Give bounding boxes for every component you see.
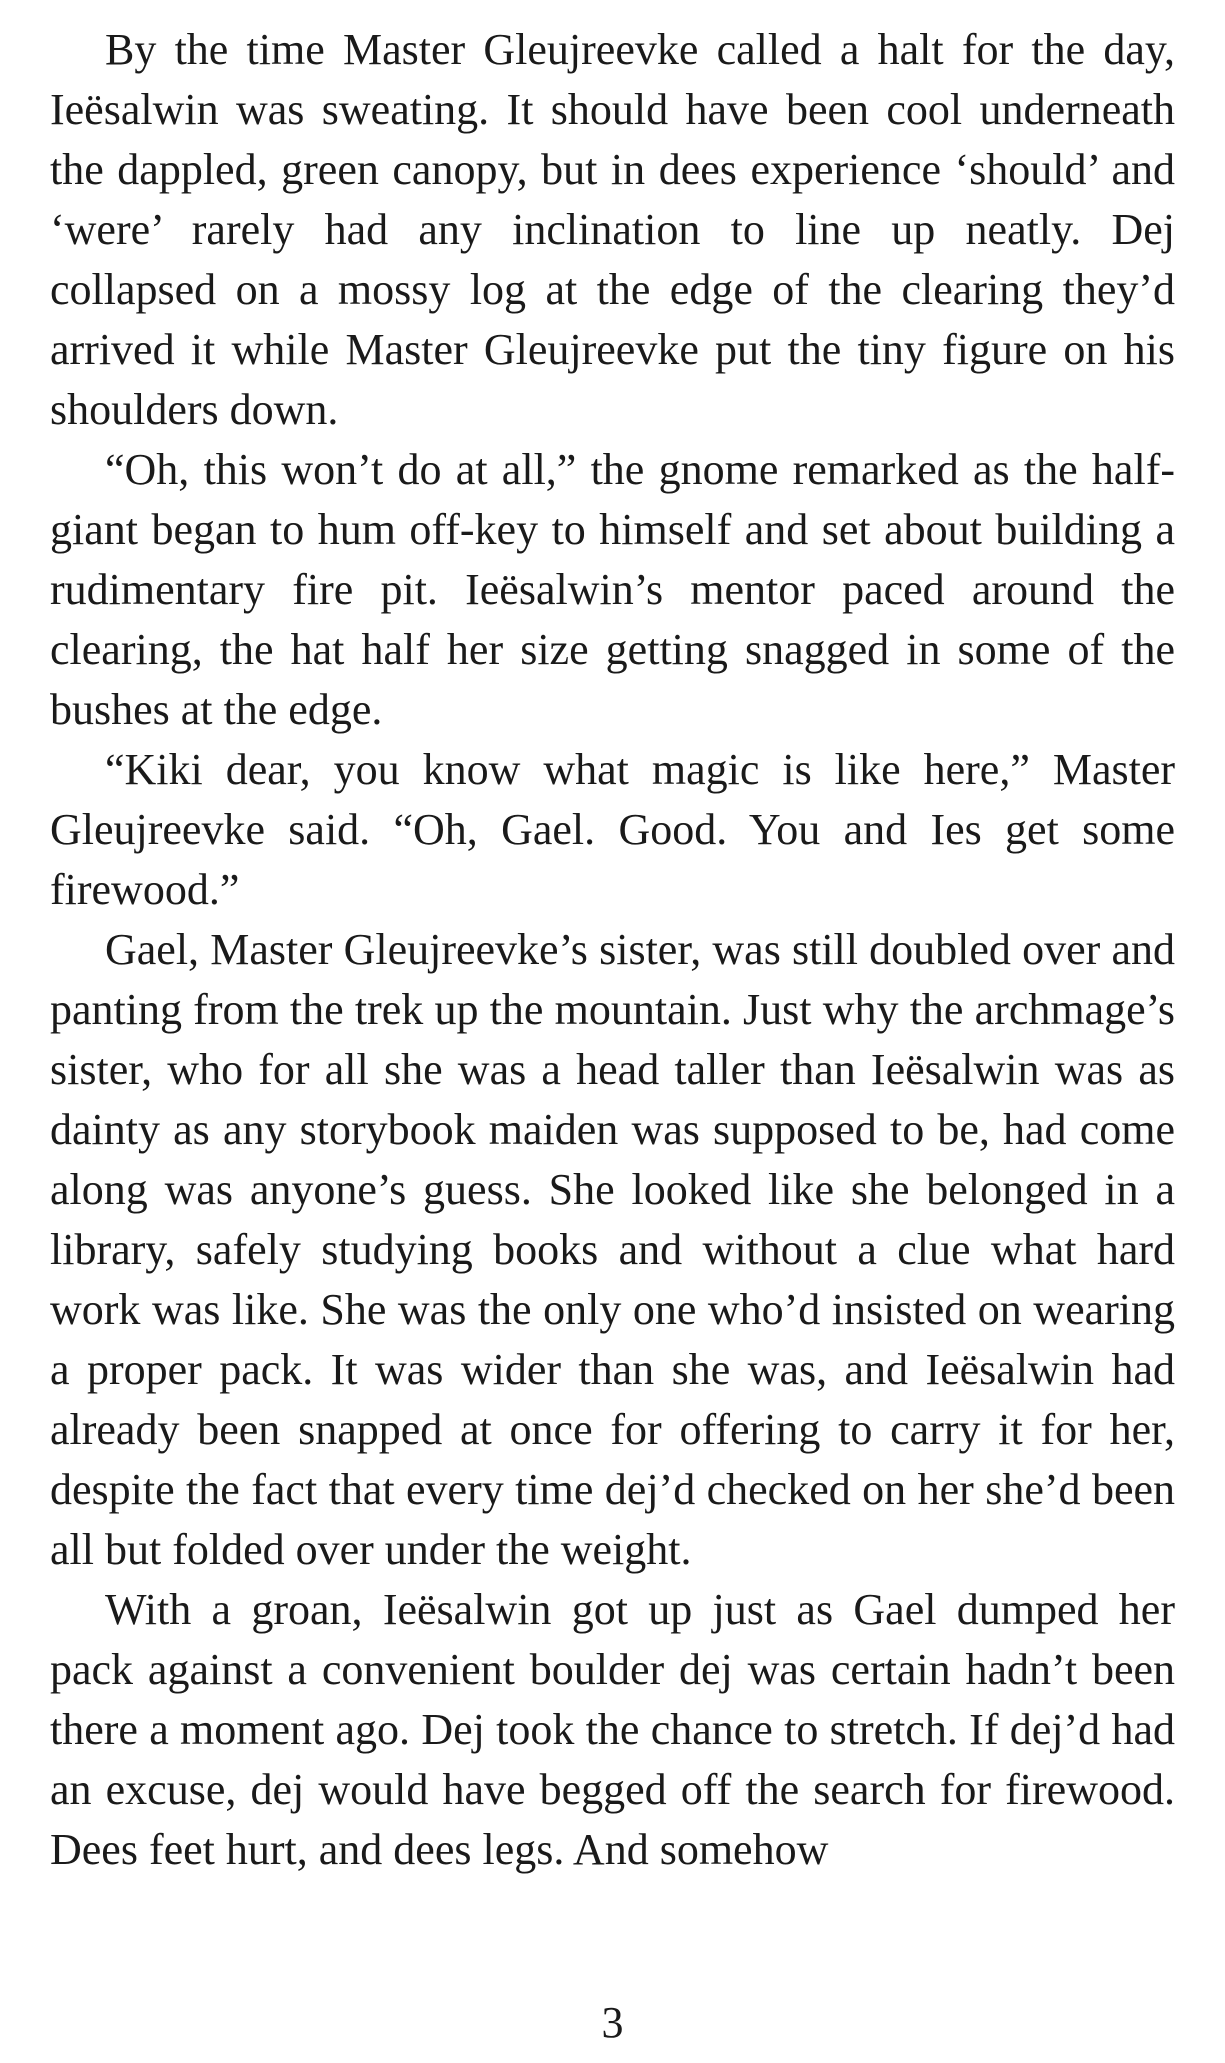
page-body xyxy=(50,20,1175,1880)
paragraph: With a groan, Ieësalwin got up just as Gael dumped her pack against a convenient boulder dej was certain hadn’t been there a moment ago. Dej took the chance to stretch. If dej’d had an excuse, dej would have begged off the search for firewood. Dees feet hurt, and dees legs. And somehow xyxy=(50,1585,1175,1874)
paragraph: Gael, Master Gleujreevke’s sister, was still doubled over and panting from the trek up the mountain. Just why the archmage’s sister, who for all she was a head taller than Ieësalwin was as dainty as any storybook maiden was supposed to be, had come along was anyone’s guess. She looked like she belonged in a library, safely studying books and without a clue what hard work was like. She was the only one who’d insisted on wearing a proper pack. It was wider than she was, and Ieësalwin had already been snapped at once for offering to carry it for her, despite the fact that every time dej’d checked on her she’d been all but folded over under the weight. xyxy=(50,925,1175,1574)
page-number: 3 xyxy=(601,1998,624,2047)
paragraph: By the time Master Gleujreevke called a halt for the day, Ieësalwin was sweating. It should have been cool underneath the dappled, green canopy, but in dees experience ‘should’ and ‘were’ rarely had any inclination to line up neatly. Dej collapsed on a mossy log at the edge of the clearing they’d arrived it while Master Gleujreevke put the tiny figure on his shoulders down. xyxy=(50,25,1175,434)
paragraph: “Oh, this won’t do at all,” the gnome remarked as the half-giant began to hum off-key to himself and set about building a rudimentary fire pit. Ieësalwin’s mentor paced around the clearing, the hat half her size getting snagged in some of the bushes at the edge. xyxy=(50,445,1175,734)
paragraph: “Kiki dear, you know what magic is like here,” Master Gleujreevke said. “Oh, Gael. Good. You and Ies get some firewood.” xyxy=(50,745,1175,914)
